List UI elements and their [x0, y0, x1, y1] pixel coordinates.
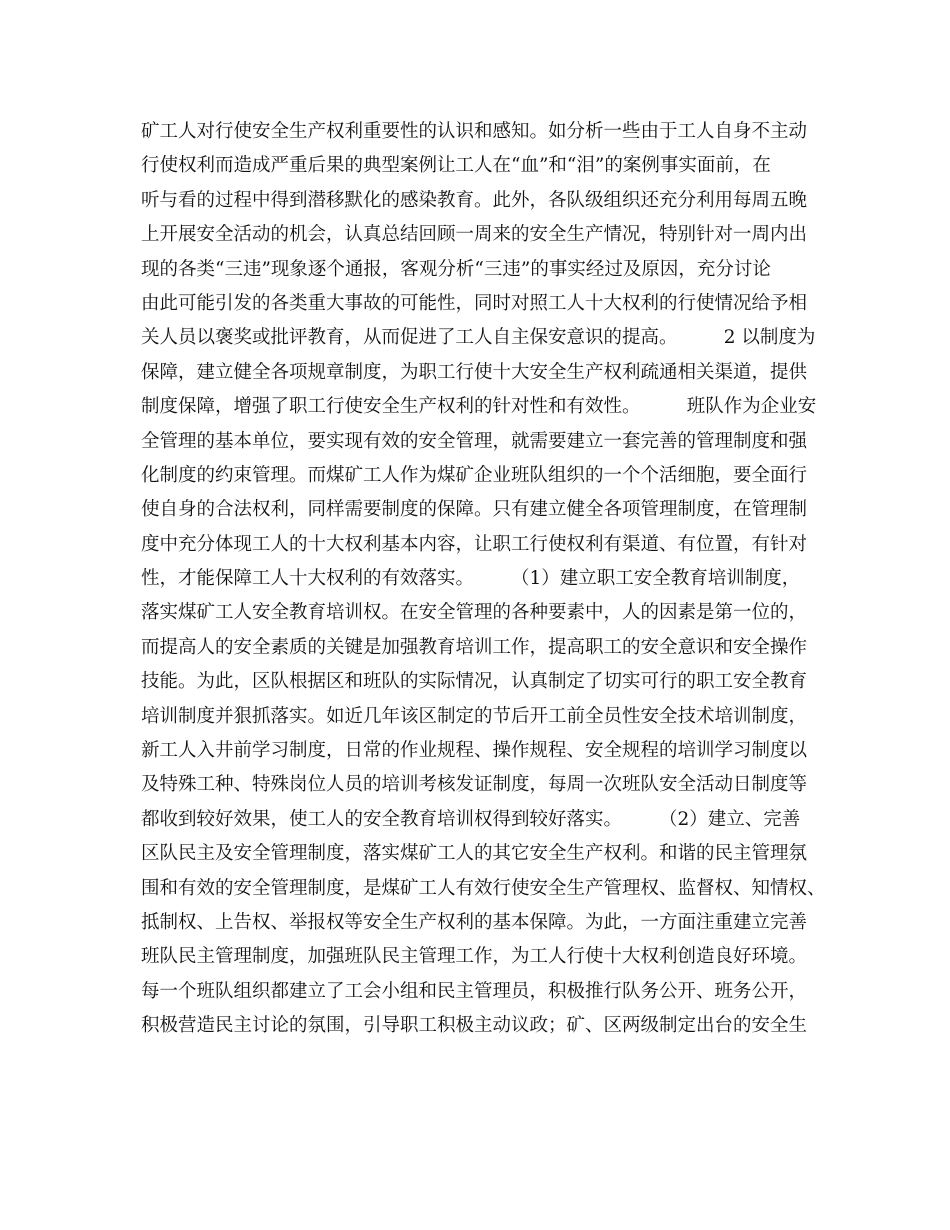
text-line: 听与看的过程中得到潜移默化的感染教育。此外，各队级组织还充分利用每周五晚 — [141, 189, 808, 211]
text-line: 抵制权、上告权、举报权等安全生产权利的基本保障。为此，一方面注重建立完善 — [141, 911, 808, 933]
text-line: 新工人入井前学习制度，日常的作业规程、操作规程、安全规程的培训学习制度以 — [141, 740, 808, 762]
text-line: 都收到较好效果，使工人的安全教育培训权得到较好落实。 （2）建立、完善 — [141, 808, 801, 830]
text-line: 班队民主管理制度，加强班队民主管理工作，为工人行使十大权利创造良好环境。 — [141, 946, 808, 968]
text-line: 矿工人对行使安全生产权利重要性的认识和感知。如分析一些由于工人自身不主动 — [141, 121, 808, 142]
text-line: 制度保障，增强了职工行使安全生产权利的针对性和有效性。 班队作为企业安 — [141, 396, 817, 418]
text-line: 全管理的基本单位，要实现有效的安全管理，就需要建立一套完善的管理制度和强 — [141, 430, 808, 452]
text-line: 保障，建立健全各项规章制度，为职工行使十大安全生产权利疏通相关渠道，提供 — [141, 361, 808, 383]
text-line: 行使权利而造成严重后果的典型案例让工人在“血”和“泪”的案例事实面前，在 — [141, 155, 771, 177]
text-line: 性，才能保障工人十大权利的有效落实。 （1）建立职工安全教育培训制度， — [141, 568, 801, 590]
text-line: 关人员以褒奖或批评教育，从而促进了工人自主保安意识的提高。 2 以制度为 — [141, 327, 816, 349]
text-line: 积极营造民主讨论的氛围，引导职工积极主动议政；矿、区两级制定出台的安全生 — [141, 1015, 808, 1037]
text-line: 落实煤矿工人安全教育培训权。在安全管理的各种要素中，人的因素是第一位的， — [141, 602, 808, 624]
text-line: 而提高人的安全素质的关键是加强教育培训工作，提高职工的安全意识和安全操作 — [141, 636, 808, 658]
text-line: 技能。为此，区队根据区和班队的实际情况，认真制定了切实可行的职工安全教育 — [141, 671, 808, 693]
text-line: 度中充分体现工人的十大权利基本内容，让职工行使权利有渠道、有位置，有针对 — [141, 533, 808, 555]
text-line: 使自身的合法权利，同样需要制度的保障。只有建立健全各项管理制度，在管理制 — [141, 499, 808, 521]
text-line: 现的各类“三违”现象逐个通报，客观分析“三违”的事实经过及原因，充分讨论 — [141, 258, 771, 280]
text-line: 培训制度并狠抓落实。如近几年该区制定的节后开工前全员性安全技术培训制度， — [141, 705, 808, 727]
text-line: 上开展安全活动的机会，认真总结回顾一周来的安全生产情况，特别针对一周内出 — [141, 224, 808, 246]
text-line: 及特殊工种、特殊岗位人员的培训考核发证制度，每周一次班队安全活动日制度等 — [141, 774, 808, 796]
text-line: 化制度的约束管理。而煤矿工人作为煤矿企业班队组织的一个个活细胞，要全面行 — [141, 464, 808, 486]
text-line: 由此可能引发的各类重大事故的可能性，同时对照工人十大权利的行使情况给予相 — [141, 292, 808, 314]
text-line: 围和有效的安全管理制度，是煤矿工人有效行使安全生产管理权、监督权、知情权、 — [141, 877, 826, 899]
body-text — [141, 115, 831, 1044]
text-line: 区队民主及安全管理制度，落实煤矿工人的其它安全生产权利。和谐的民主管理氛 — [141, 843, 808, 865]
text-line: 每一个班队组织都建立了工会小组和民主管理员，积极推行队务公开、班务公开， — [141, 980, 808, 1002]
